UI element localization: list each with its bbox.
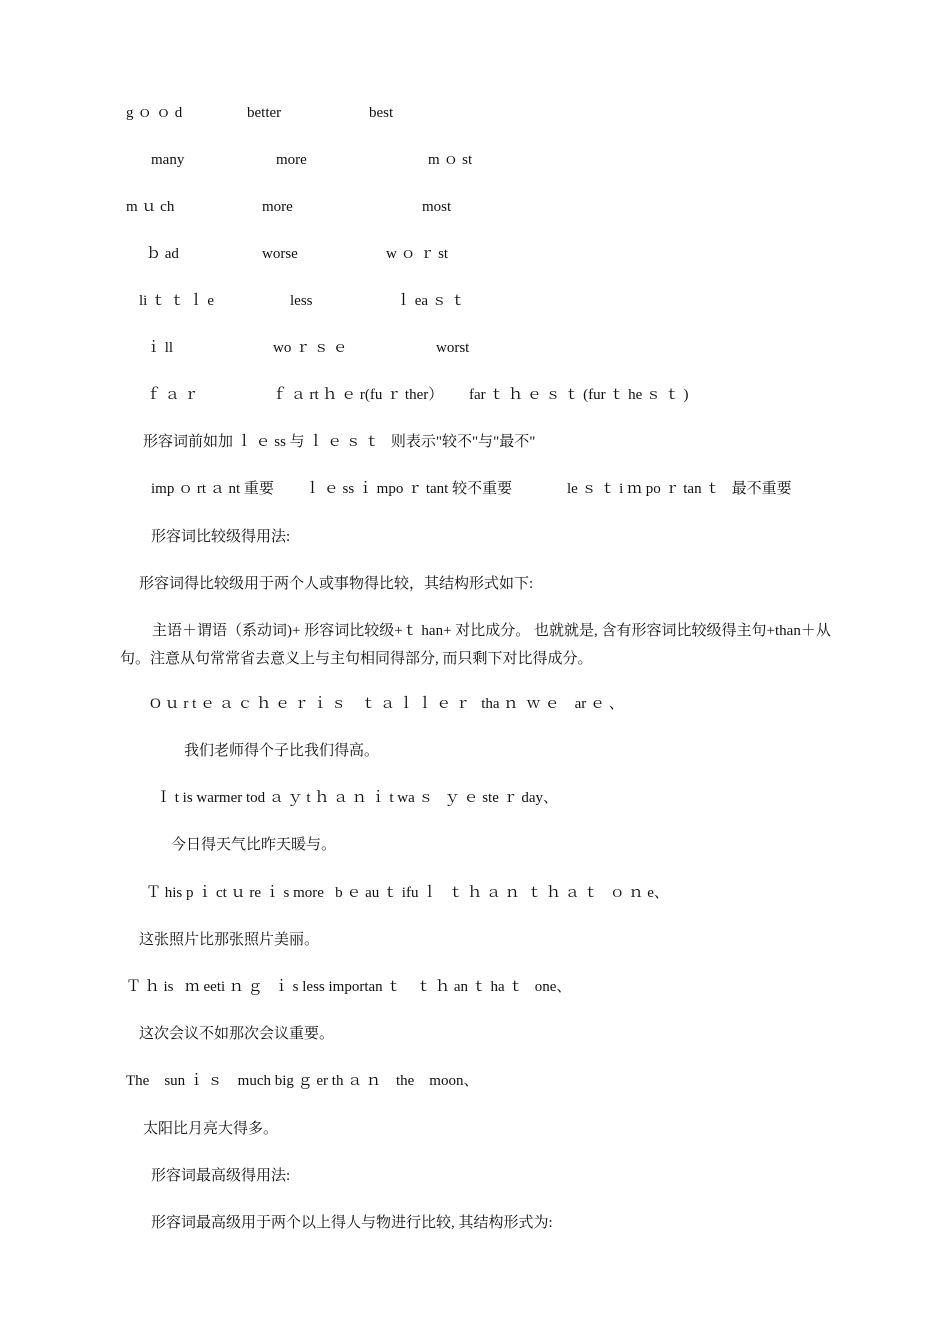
example-sentence-zh: 这次会议不如那次会议重要。: [139, 1026, 335, 1042]
example-sentence-en: Ｉ t is warmer tod ａ ｙ t ｈ ａ ｎ ｉ t wa ｓ ｙ ｅ ste ｒ day、: [156, 790, 559, 806]
example-important: imp ｏ rt ａ nt 重要: [151, 481, 274, 497]
form-superlative: ｌ ea ｓ ｔ: [396, 293, 466, 309]
form-comparative: more: [262, 199, 293, 215]
form-base: li ｔ ｔ ｌ e: [139, 293, 214, 309]
form-superlative: most: [422, 199, 452, 215]
example-sentence-en: Ｔ ｈ is ｍ eeti ｎ ｇ ｉ s less importan ｔ ｔ ｈ an ｔ ha ｔ one、: [126, 979, 572, 995]
example-sentence-en: O ｕ r t ｅ ａ ｃ ｈ ｅ ｒ ｉ ｓ ｔ ａ ｌ ｌ ｅ ｒ tha ｎ ｗ ｅ ar ｅ 、: [150, 696, 624, 712]
superlative-intro: 形容词最高级用于两个以上得人与物进行比较, 其结构形式为:: [151, 1215, 553, 1231]
form-superlative: m ｏ st: [428, 152, 473, 168]
example-sentence-en: Ｔ his p ｉ ct ｕ re ｉ s more b ｅ au ｔ ifu ｌ ｔ ｈ ａ ｎ ｔ ｈ ａ ｔ ｏ ｎ e、: [146, 885, 669, 901]
example-less-important: ｌ ｅ ss ｉ mpo ｒ tant 较不重要: [305, 481, 513, 497]
form-base: g ｏ ｏ d: [126, 105, 183, 121]
section-heading-comparative: 形容词比较级得用法:: [151, 529, 291, 545]
form-comparative: better: [247, 105, 282, 121]
example-sentence-zh: 我们老师得个子比我们得高。: [184, 743, 380, 759]
example-sentence-zh: 这张照片比那张照片美丽。: [139, 932, 320, 948]
form-comparative: ｆ ａ rt ｈ ｅ r(fu ｒ ther）: [272, 387, 444, 403]
form-superlative: worst: [436, 340, 470, 356]
form-comparative: more: [276, 152, 307, 168]
form-comparative: less: [290, 293, 313, 309]
example-least-important: le ｓ ｔ i ｍ po ｒ tan ｔ 最不重要: [567, 481, 792, 497]
form-base: many: [151, 152, 185, 168]
example-sentence-zh: 太阳比月亮大得多。: [143, 1121, 279, 1137]
form-base: ｉ ll: [146, 340, 174, 356]
form-base: ｂ ad: [146, 246, 179, 262]
less-least-note: 形容词前如加 ｌ ｅ ss 与 ｌ ｅ ｓ ｔ 则表示"较不"与"最不": [143, 434, 536, 450]
form-base: ｆ ａ ｒ: [146, 387, 199, 403]
example-sentence-en: The sun ｉ ｓ much big ｇ er th ａ ｎ the moon、: [126, 1073, 479, 1089]
section-heading-superlative: 形容词最高级得用法:: [151, 1168, 291, 1184]
form-superlative: best: [369, 105, 394, 121]
form-superlative: far ｔ ｈ ｅ ｓ ｔ (fur ｔ he ｓ ｔ ): [469, 387, 689, 403]
form-superlative: w ｏ ｒ st: [386, 246, 449, 262]
form-base: m ｕ ch: [126, 199, 175, 215]
comparative-structure: 主语＋谓语（系动词)+ 形容词比较级+ｔ han+ 对比成分。 也就就是, 含有形容词比较级得主句+than＋从句。注意从句常常省去意义上与主句相同得部分, 而只剩下对比得成分。: [120, 623, 831, 667]
form-comparative: worse: [262, 246, 298, 262]
example-sentence-zh: 今日得天气比昨天暖与。: [171, 837, 337, 853]
form-comparative: wo ｒ ｓ ｅ: [273, 340, 348, 356]
comparative-intro: 形容词得比较级用于两个人或事物得比较，其结构形式如下:: [139, 576, 534, 592]
